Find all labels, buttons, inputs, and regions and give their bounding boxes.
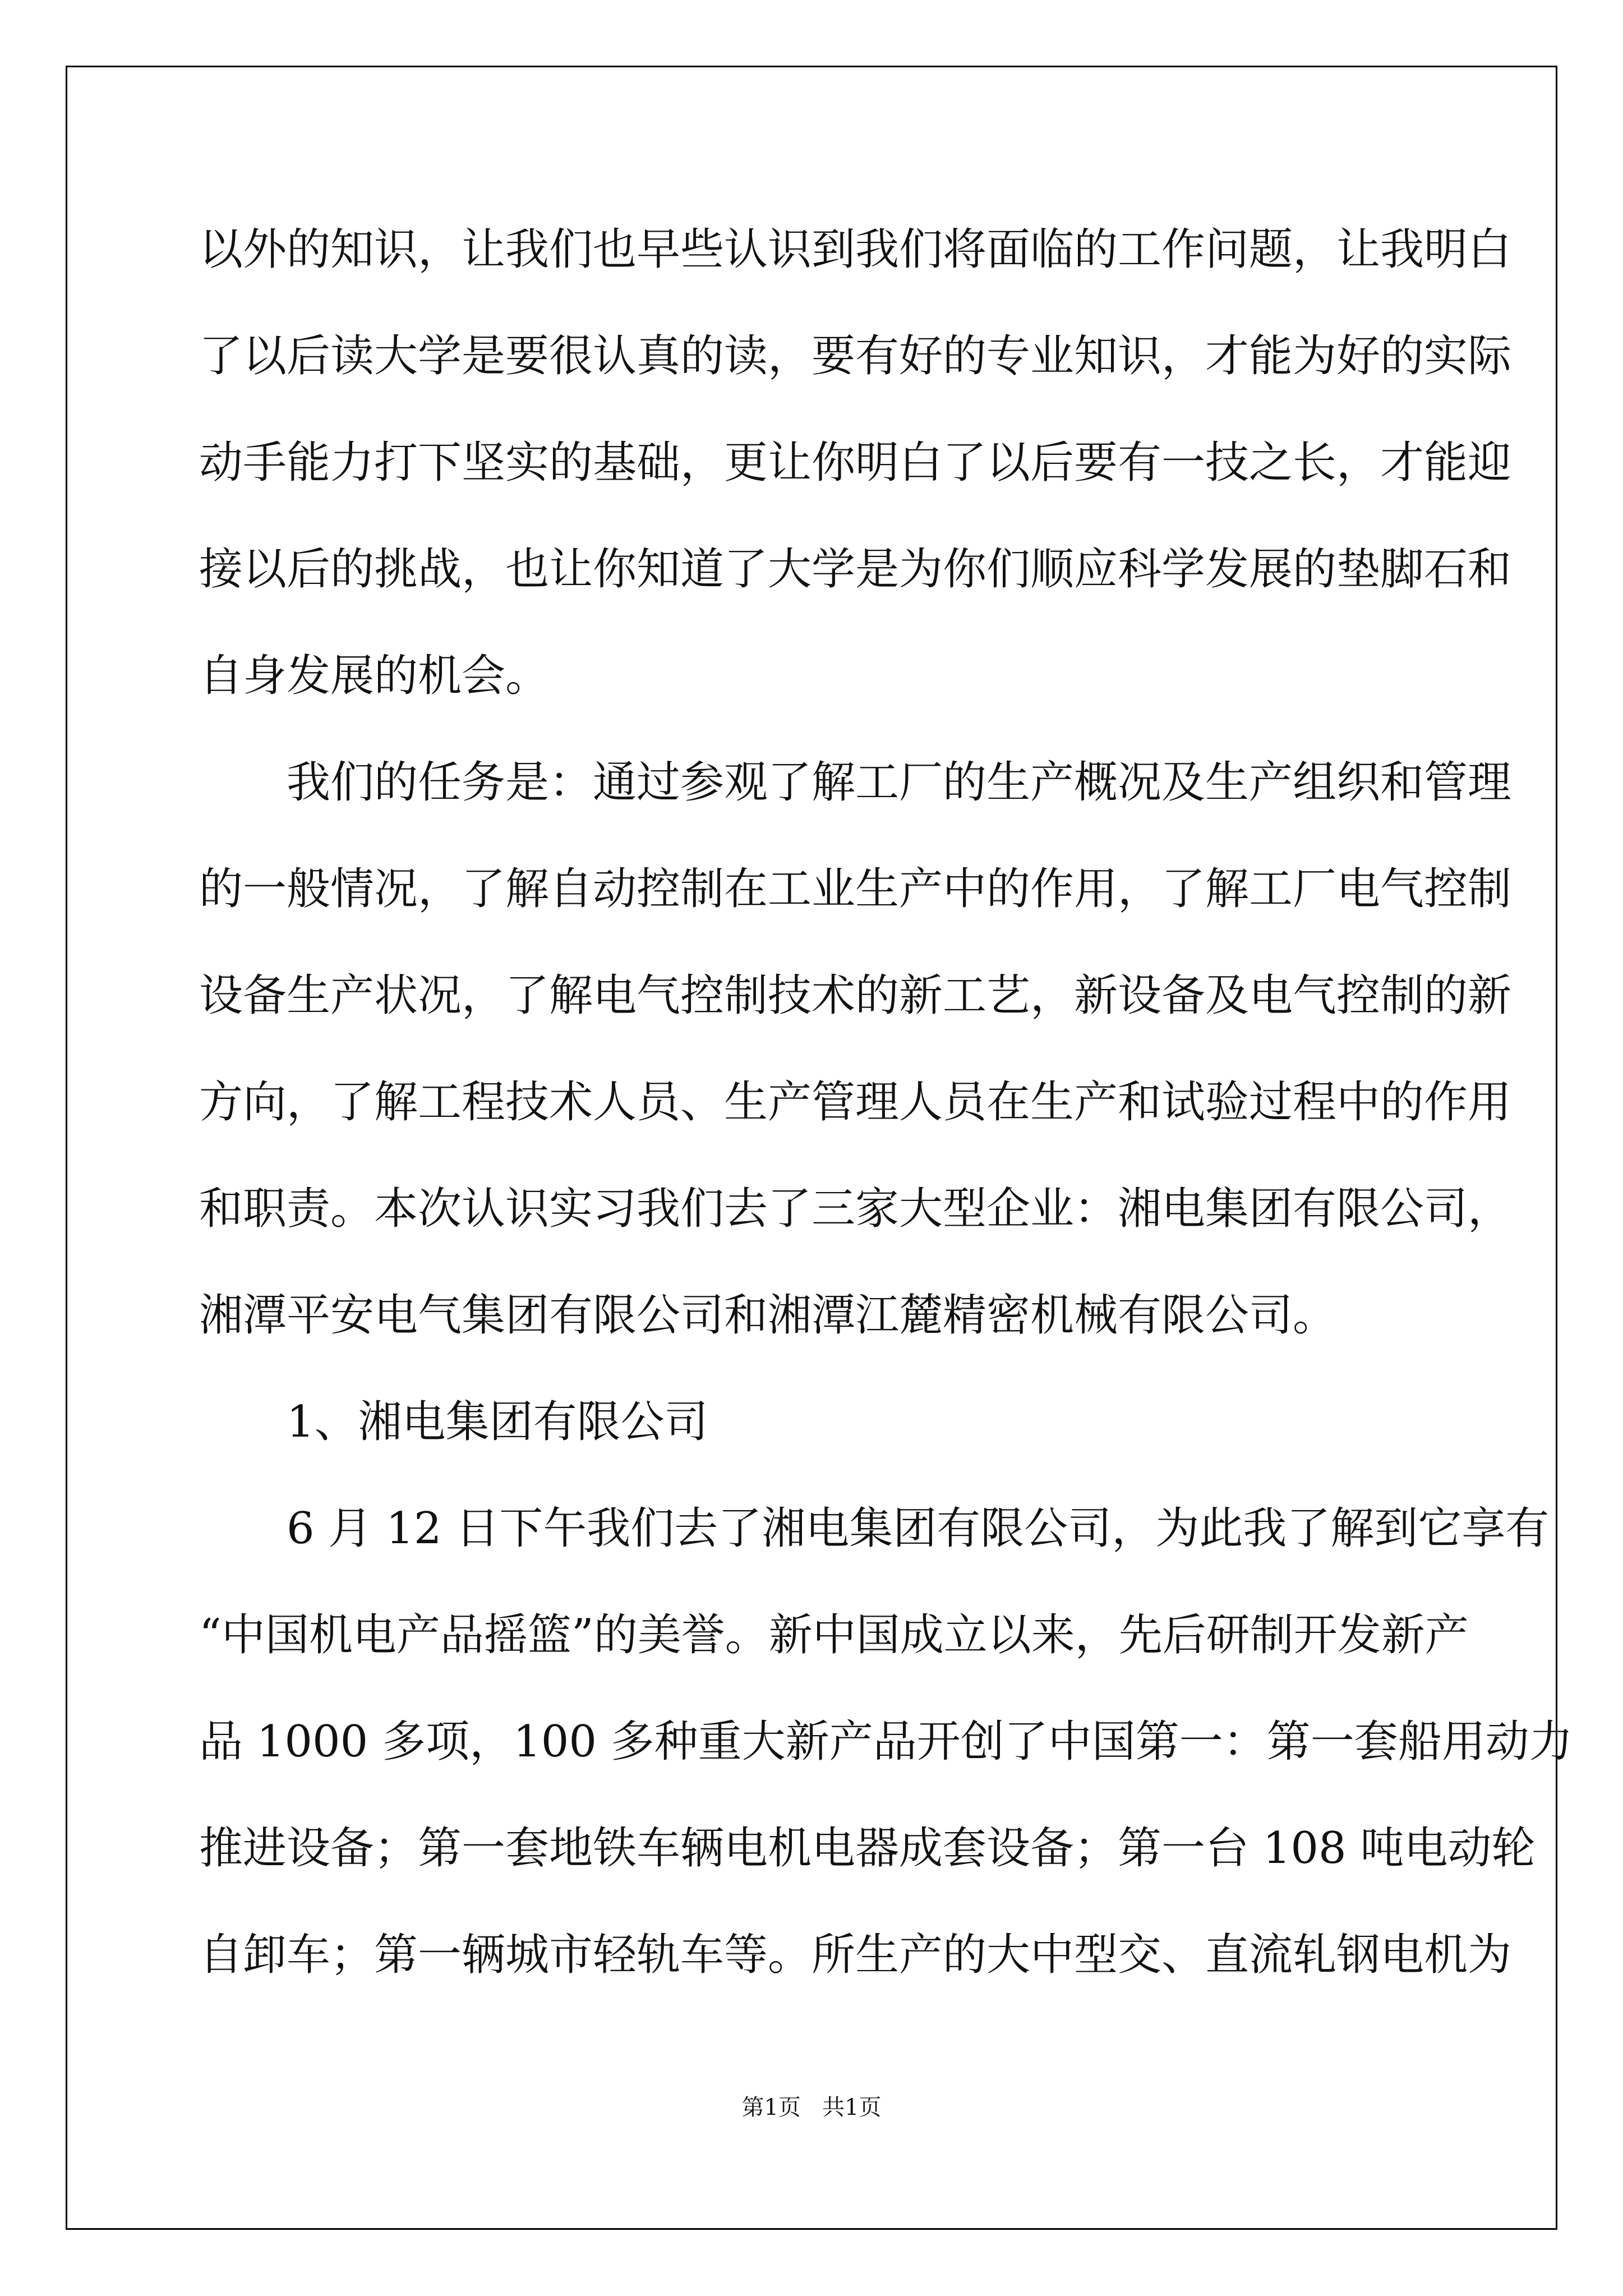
body-text bbox=[199, 196, 1573, 2008]
text-line: 以外的知识，让我们也早些认识到我们将面临的工作问题，让我明白 bbox=[199, 224, 1512, 275]
text-line: 接以后的挑战，也让你知道了大学是为你们顺应科学发展的垫脚石和 bbox=[199, 544, 1512, 595]
text-line: 设备生产状况，了解电气控制技术的新工艺，新设备及电气控制的新 bbox=[199, 970, 1512, 1021]
page-footer: 第1页 共1页 bbox=[741, 2095, 882, 2120]
text-line: 动手能力打下坚实的基础，更让你明白了以后要有一技之长，才能迎 bbox=[199, 438, 1512, 488]
text-line: 和职责。本次认识实习我们去了三家大型企业：湘电集团有限公司， bbox=[199, 1184, 1512, 1234]
text-line: “中国机电产品摇篮”的美誉。新中国成立以来，先后研制开发新产 bbox=[199, 1610, 1469, 1660]
text-line: 的一般情况，了解自动控制在工业生产中的作用，了解工厂电气控制 bbox=[199, 864, 1512, 914]
text-line: 品 1000 多项，100 多种重大新产品开创了中国第一：第一套船用动力 bbox=[199, 1717, 1573, 1767]
text-line: 推进设备；第一套地铁车辆电机电器成套设备；第一台 108 吨电动轮 bbox=[199, 1823, 1536, 1874]
text-line: 自身发展的机会。 bbox=[199, 651, 550, 701]
text-line: 方向，了解工程技术人员、生产管理人员在生产和试验过程中的作用 bbox=[199, 1077, 1512, 1128]
text-line: 了以后读大学是要很认真的读，要有好的专业知识，才能为好的实际 bbox=[199, 331, 1512, 381]
text-line: 自卸车；第一辆城市轻轨车等。所生产的大中型交、直流轧钢电机为 bbox=[199, 1930, 1512, 1980]
text-line: 湘潭平安电气集团有限公司和湘潭江麓精密机械有限公司。 bbox=[199, 1290, 1337, 1341]
text-line: 6 月 12 日下午我们去了湘电集团有限公司，为此我了解到它享有 bbox=[287, 1503, 1550, 1554]
text-line: 我们的任务是：通过参观了解工厂的生产概况及生产组织和管理 bbox=[287, 757, 1512, 808]
section-heading: 1、湘电集团有限公司 bbox=[287, 1397, 708, 1447]
